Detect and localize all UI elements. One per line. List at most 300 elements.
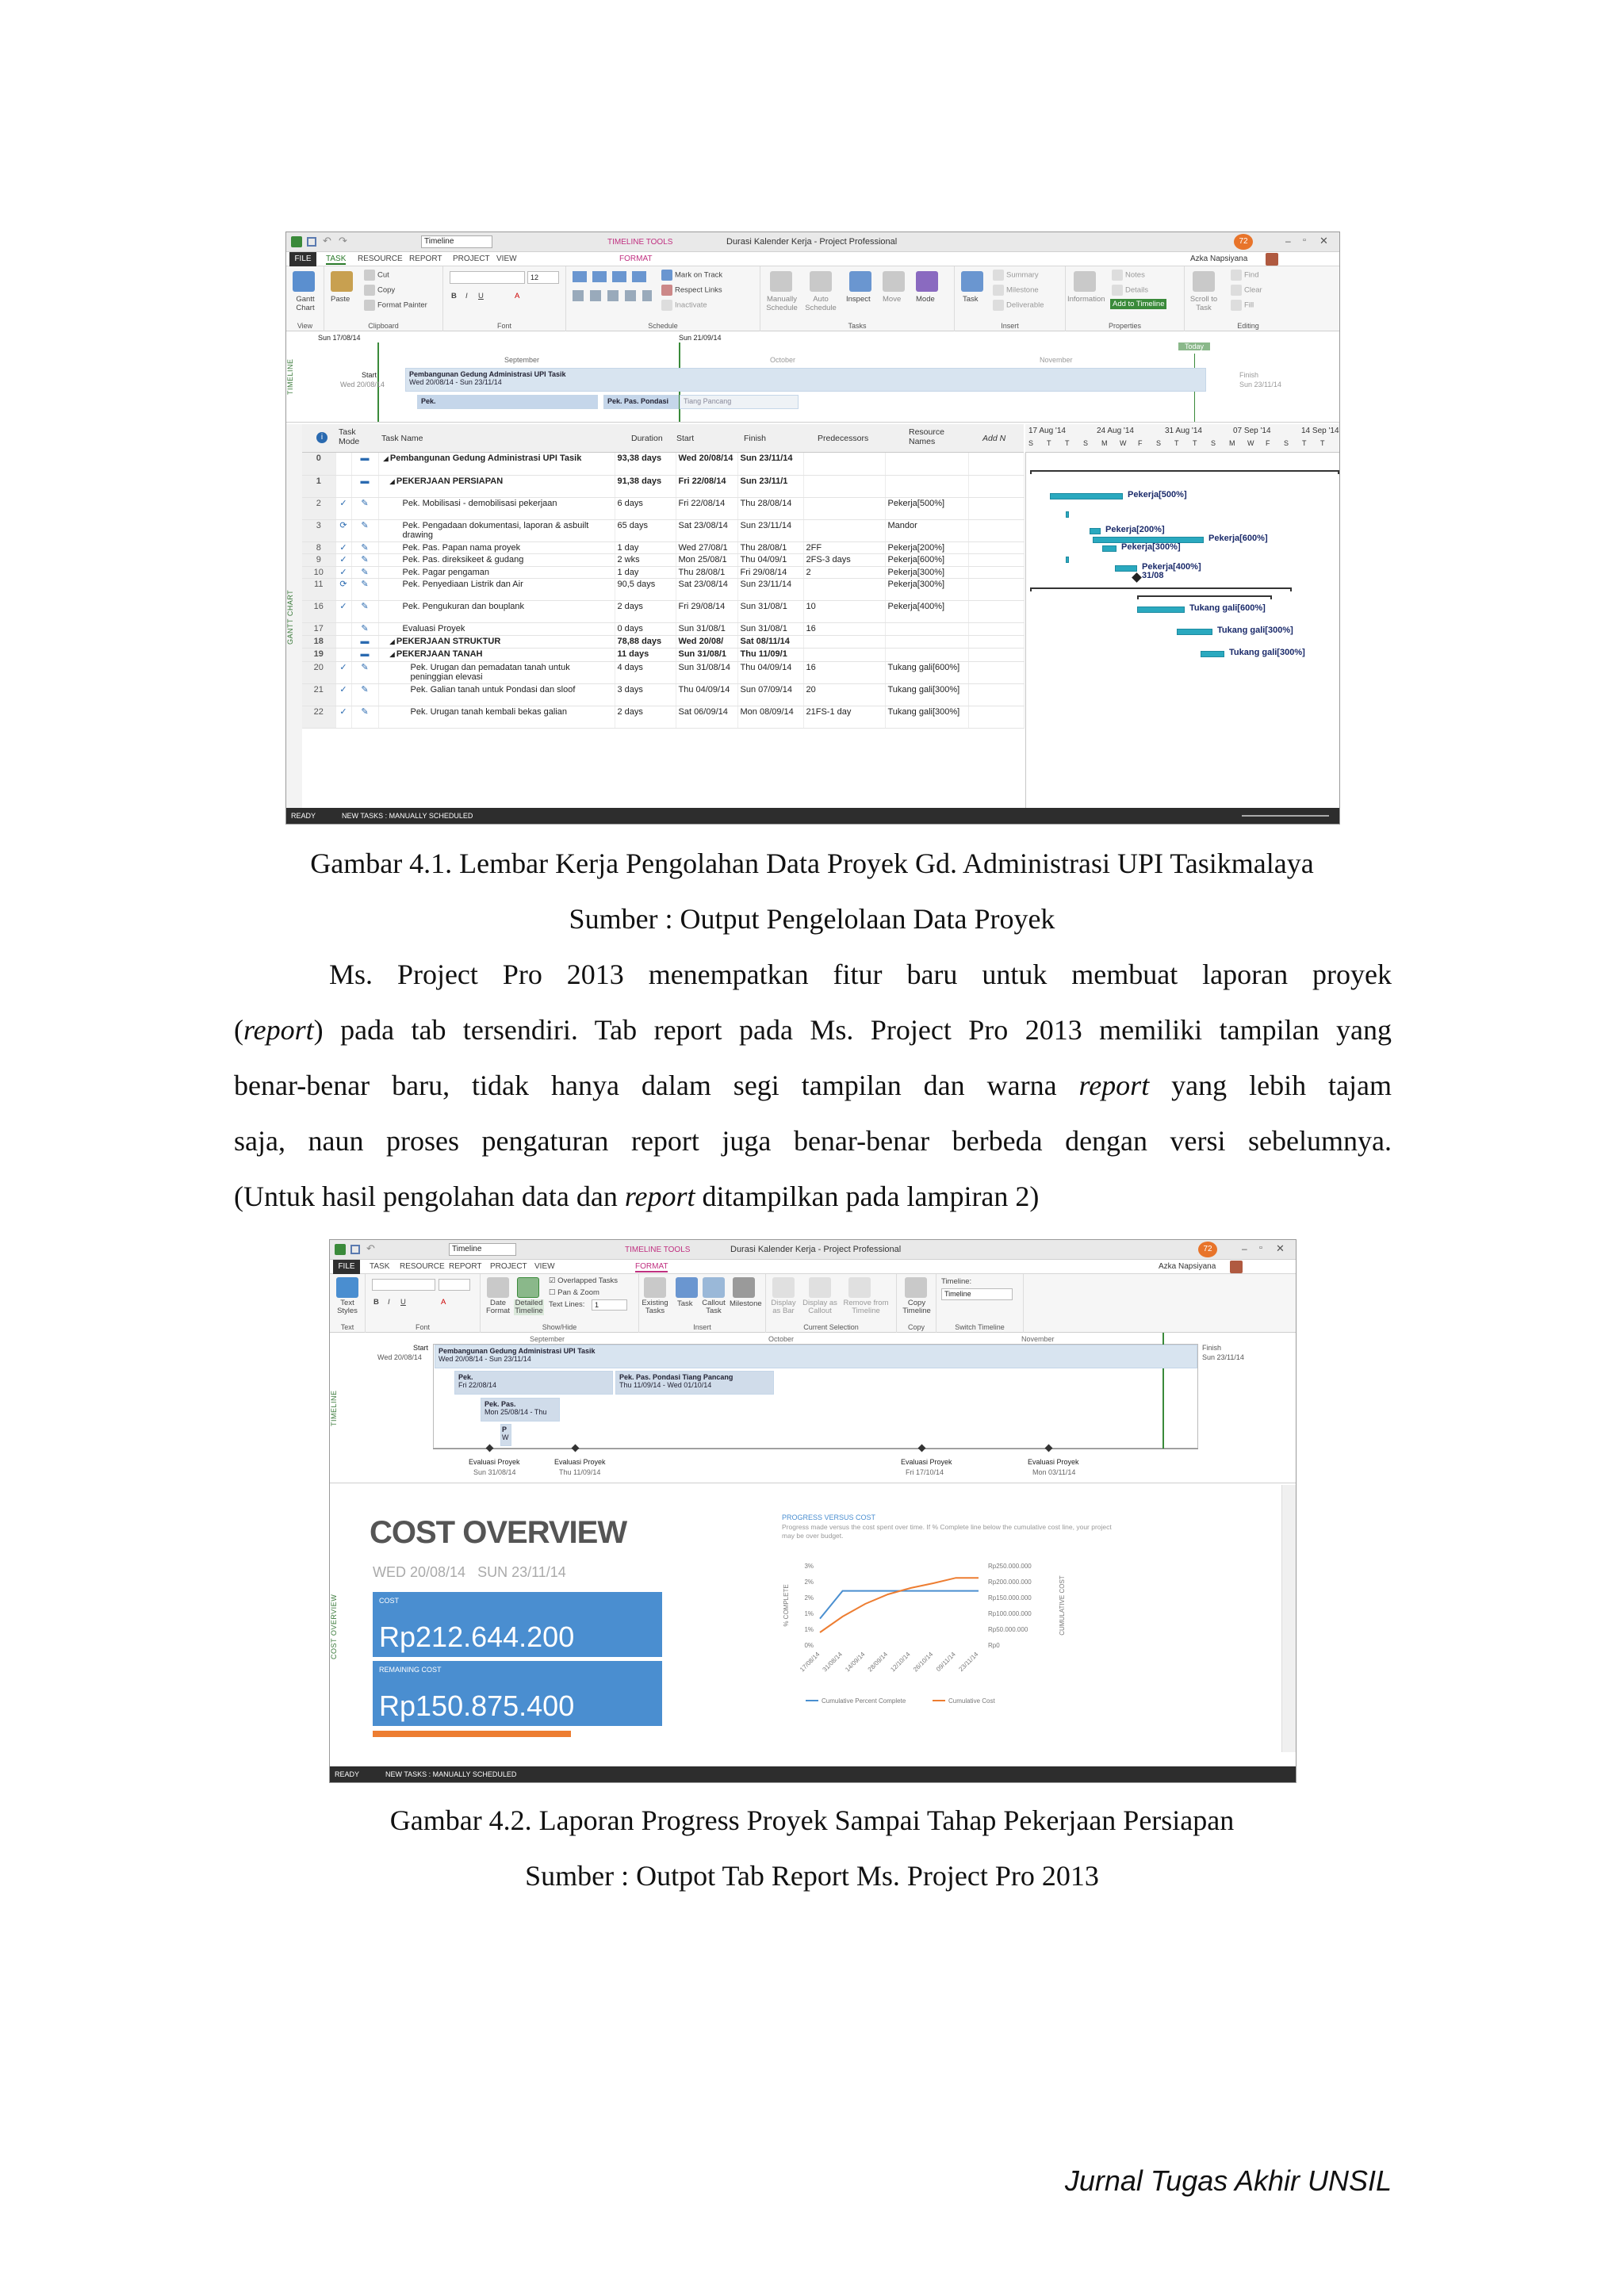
existing-tasks-button[interactable]: Existing Tasks	[642, 1299, 668, 1315]
start-cell[interactable]: Sat 23/08/14	[676, 579, 737, 601]
x-tick-label: 26/10/14	[911, 1651, 935, 1674]
add-column-cell[interactable]	[968, 706, 1024, 728]
add-column-cell[interactable]	[968, 601, 1024, 623]
add-column-cell[interactable]	[968, 475, 1024, 497]
add-column-cell[interactable]	[968, 541, 1024, 554]
start-cell[interactable]: Fri 29/08/14	[676, 601, 737, 623]
predecessors-cell[interactable]	[803, 579, 885, 601]
resource-cell[interactable]	[885, 635, 968, 649]
restore-icon[interactable]: ▫	[1303, 235, 1306, 245]
task-mode-icon[interactable]: ✎	[351, 601, 378, 623]
timeline-task-bar[interactable]: Pek. Pas. Pondasi Tiang Pancang Thu 11/09/14 - Wed 01/10/14	[615, 1371, 774, 1395]
table-row[interactable]	[302, 579, 1024, 601]
milestone-button[interactable]: Milestone	[993, 285, 1039, 296]
task-mode-icon[interactable]: ✎	[351, 623, 378, 636]
task-mode-icon[interactable]: ▬	[351, 635, 378, 649]
gantt-bar[interactable]	[1115, 565, 1137, 572]
duration-cell[interactable]: 1 day	[615, 541, 676, 554]
table-row[interactable]	[302, 649, 1024, 662]
col-header-mode[interactable]: Task Mode	[339, 427, 360, 446]
resource-cell[interactable]: Pekerja[500%]	[885, 497, 968, 519]
gantt-bar[interactable]	[1137, 607, 1185, 613]
predecessors-cell[interactable]	[803, 497, 885, 519]
underline-button[interactable]: U	[478, 292, 484, 300]
tab-report[interactable]: REPORT	[449, 1262, 482, 1271]
inspect-button[interactable]: Inspect	[846, 295, 871, 304]
timeline-date-mid: Sun 21/09/14	[679, 334, 722, 342]
notification-badge[interactable]: 72	[1198, 1242, 1217, 1257]
copy-timeline-button[interactable]: Copy Timeline	[902, 1299, 931, 1315]
milestone-diamond[interactable]	[1132, 572, 1142, 583]
remove-from-timeline-button[interactable]: Remove from Timeline	[843, 1299, 889, 1315]
task-mode-icon[interactable]: ✎	[351, 683, 378, 706]
row-id[interactable]: 8	[302, 541, 335, 554]
task-name-cell[interactable]	[378, 649, 615, 662]
pvc-description: Progress made versus the cost spent over time. If % Complete line below the cumulative cost line, your project may be over budget.	[782, 1523, 1112, 1540]
col-header-predecessors[interactable]: Predecessors	[818, 434, 869, 443]
add-column-cell[interactable]	[968, 566, 1024, 579]
font-name-input[interactable]	[450, 271, 525, 284]
summary-bar[interactable]	[1137, 595, 1272, 599]
add-column-cell[interactable]	[968, 623, 1024, 636]
display-as-callout-button[interactable]: Display as Callout	[802, 1299, 837, 1315]
gantt-bar[interactable]	[1066, 511, 1069, 518]
task-name-cell[interactable]	[378, 579, 615, 601]
col-header-name[interactable]: Task Name	[381, 434, 423, 443]
predecessors-cell[interactable]: 2FS-3 days	[803, 554, 885, 567]
row-id[interactable]: 17	[302, 623, 335, 636]
row-id[interactable]: 16	[302, 601, 335, 623]
save-icon[interactable]	[350, 1245, 360, 1254]
summary-bar[interactable]	[1030, 587, 1292, 591]
resource-cell[interactable]	[885, 649, 968, 662]
duration-cell[interactable]: 6 days	[615, 497, 676, 519]
resource-cell[interactable]: Pekerja[400%]	[885, 601, 968, 623]
details-button[interactable]: Details	[1112, 285, 1148, 296]
cut-button[interactable]: Cut	[364, 270, 389, 281]
row-id[interactable]: 19	[302, 649, 335, 662]
info-icon: i	[316, 432, 327, 443]
tab-task[interactable]: TASK	[370, 1262, 390, 1271]
task-name: Pek. Pengadaan dokumentasi, laporan & asbuilt drawing	[402, 520, 589, 540]
predecessors-cell[interactable]	[803, 453, 885, 475]
notes-button[interactable]: Notes	[1112, 270, 1145, 281]
timeline-select[interactable]: Timeline	[449, 1243, 516, 1256]
fill-button[interactable]: Fill	[1231, 300, 1254, 311]
redo-icon[interactable]: ↷	[339, 235, 347, 247]
scroll-to-task-button[interactable]: Scroll to Task	[1189, 295, 1218, 312]
task-mode-icon[interactable]: ✎	[351, 519, 378, 541]
indent-buttons[interactable]	[573, 290, 652, 301]
finish-cell[interactable]: Fri 29/08/14	[737, 566, 803, 579]
finish-cell[interactable]: Sun 23/11/14	[737, 519, 803, 541]
col-header-add[interactable]: Add N	[982, 434, 1006, 443]
collapse-icon[interactable]: ◢	[389, 477, 396, 485]
task-name-cell[interactable]	[378, 541, 615, 554]
font-size-input[interactable]	[439, 1279, 470, 1291]
tab-file[interactable]: FILE	[333, 1260, 360, 1274]
remove-from-timeline-icon	[848, 1277, 871, 1298]
finish-cell[interactable]: Sun 31/08/1	[737, 601, 803, 623]
resource-cell[interactable]: Mandor	[885, 519, 968, 541]
mode-icon	[916, 271, 938, 292]
task-mode-icon[interactable]: ▬	[351, 649, 378, 662]
user-name[interactable]: Azka Napsiyana	[1190, 254, 1248, 263]
gantt-bar[interactable]	[1102, 545, 1116, 552]
gantt-bar[interactable]	[1090, 528, 1101, 534]
cost-overview-pane	[330, 1485, 1297, 1768]
percent-complete-buttons[interactable]	[573, 271, 652, 282]
timeline-tools-label: TIMELINE TOOLS	[607, 238, 673, 247]
add-column-cell[interactable]	[968, 635, 1024, 649]
tab-format[interactable]: FORMAT	[635, 1262, 668, 1271]
gantt-chart-button[interactable]: Gantt Chart	[296, 295, 315, 312]
manually-schedule-button[interactable]: Manually Schedule	[766, 295, 798, 312]
task-name-cell[interactable]	[378, 475, 615, 497]
table-row[interactable]	[302, 601, 1024, 623]
window-title: Durasi Kalender Kerja - Project Professional	[726, 237, 898, 247]
finish-cell[interactable]: Sun 31/08/1	[737, 623, 803, 636]
predecessors-cell[interactable]: 16	[803, 661, 885, 683]
tab-task[interactable]: TASK	[326, 254, 347, 263]
close-icon[interactable]: ✕	[1320, 235, 1328, 247]
predecessors-cell[interactable]: 2	[803, 566, 885, 579]
timeline-start-label: Start	[362, 371, 377, 379]
finish-cell[interactable]: Thu 28/08/14	[737, 497, 803, 519]
task-button[interactable]: Task	[963, 295, 979, 304]
task-name-cell[interactable]	[378, 453, 615, 475]
predecessors-cell[interactable]: 16	[803, 623, 885, 636]
task-mode-icon[interactable]: ✎	[351, 706, 378, 728]
add-column-cell[interactable]	[968, 579, 1024, 601]
copy-button[interactable]: Copy	[364, 285, 395, 296]
timeline-task-bar[interactable]: Pek. Pas. Mon 25/08/14 - Thu	[481, 1398, 560, 1422]
timeline-select[interactable]: Timeline	[421, 235, 492, 248]
col-header-finish[interactable]: Finish	[744, 434, 767, 443]
title-bar	[286, 232, 1339, 252]
timeline-task-bar[interactable]: Tiang Pancang	[680, 395, 799, 409]
row-id[interactable]: 18	[302, 635, 335, 649]
resource-cell[interactable]	[885, 475, 968, 497]
timeline-task-bar[interactable]: Pek. Fri 22/08/14	[454, 1371, 613, 1395]
tab-format[interactable]: FORMAT	[619, 254, 653, 263]
font-name-input[interactable]	[372, 1279, 435, 1291]
col-header-start[interactable]: Start	[676, 434, 695, 443]
add-column-cell[interactable]	[968, 554, 1024, 567]
find-button[interactable]: Find	[1231, 270, 1258, 281]
resource-cell[interactable]	[885, 453, 968, 475]
duration-cell[interactable]: 11 days	[615, 649, 676, 662]
add-column-cell[interactable]	[968, 661, 1024, 683]
task-name-cell[interactable]	[378, 519, 615, 541]
display-as-bar-button[interactable]: Display as Bar	[771, 1299, 796, 1315]
duration-cell[interactable]: 2 days	[615, 706, 676, 728]
predecessors-cell[interactable]	[803, 649, 885, 662]
resource-cell[interactable]: Tukang gali[600%]	[885, 661, 968, 683]
paste-button[interactable]: Paste	[331, 295, 350, 304]
duration-cell[interactable]: 2 days	[615, 601, 676, 623]
duration-cell[interactable]: 93,38 days	[615, 453, 676, 475]
duration-cell[interactable]: 4 days	[615, 661, 676, 683]
start-cell[interactable]: Sun 31/08/1	[676, 623, 737, 636]
duration-cell[interactable]: 0 days	[615, 623, 676, 636]
finish-cell[interactable]: Sun 23/11/14	[737, 453, 803, 475]
italic-button[interactable]: I	[388, 1298, 390, 1307]
table-row[interactable]	[302, 635, 1024, 649]
table-row[interactable]	[302, 497, 1024, 519]
tab-file[interactable]: FILE	[289, 252, 316, 266]
task-mode-icon[interactable]: ✎	[351, 541, 378, 554]
tab-view[interactable]: VIEW	[496, 254, 517, 263]
start-cell[interactable]: Sat 06/09/14	[676, 706, 737, 728]
predecessors-cell[interactable]	[803, 475, 885, 497]
task-name-cell[interactable]	[378, 661, 615, 683]
row-id[interactable]: 2	[302, 497, 335, 519]
task-mode-icon[interactable]: ✎	[351, 579, 378, 601]
milestone-button[interactable]: Milestone	[730, 1299, 762, 1308]
resource-cell[interactable]: Tukang gali[300%]	[885, 706, 968, 728]
row-id[interactable]: 3	[302, 519, 335, 541]
mark-on-track-button[interactable]: Mark on Track	[661, 270, 722, 281]
task-mode-icon[interactable]: ✎	[351, 661, 378, 683]
table-row[interactable]	[302, 683, 1024, 706]
copy-timeline-icon	[905, 1277, 927, 1298]
col-header-duration[interactable]: Duration	[631, 434, 663, 443]
minimize-icon[interactable]: –	[1285, 235, 1291, 247]
tab-resource[interactable]: RESOURCE	[400, 1262, 445, 1271]
date-format-button[interactable]: Date Format	[485, 1299, 511, 1315]
predecessors-cell[interactable]	[803, 635, 885, 649]
finish-cell[interactable]: Sun 07/09/14	[737, 683, 803, 706]
auto-schedule-button[interactable]: Auto Schedule	[805, 295, 837, 312]
collapse-icon[interactable]: ◢	[389, 637, 396, 645]
timeline-pane[interactable]	[286, 331, 1339, 423]
table-row[interactable]	[302, 566, 1024, 579]
duration-cell[interactable]: 78,88 days	[615, 635, 676, 649]
predecessors-cell[interactable]	[803, 519, 885, 541]
task-name: Pek. Pagar pengaman	[402, 567, 489, 577]
predecessors-cell[interactable]: 2FF	[803, 541, 885, 554]
task-mode-icon[interactable]: ✎	[351, 497, 378, 519]
grid-header	[302, 424, 1024, 453]
duration-cell[interactable]: 90,5 days	[615, 579, 676, 601]
tab-report[interactable]: REPORT	[409, 254, 442, 263]
save-icon[interactable]	[307, 237, 316, 247]
minimize-icon[interactable]: –	[1242, 1243, 1247, 1254]
table-row[interactable]	[302, 623, 1024, 636]
start-cell[interactable]: Wed 20/08/14	[676, 453, 737, 475]
table-row[interactable]	[302, 519, 1024, 541]
task-name-cell[interactable]	[378, 497, 615, 519]
timeline-task-bar[interactable]: Pek.	[417, 395, 598, 409]
finish-cell[interactable]: Mon 08/09/14	[737, 706, 803, 728]
avatar[interactable]	[1230, 1261, 1243, 1273]
mode-button[interactable]: Mode	[916, 295, 935, 304]
start-cell[interactable]: Wed 20/08/	[676, 635, 737, 649]
row-id[interactable]: 22	[302, 706, 335, 728]
row-id[interactable]: 9	[302, 554, 335, 567]
start-cell[interactable]: Fri 22/08/14	[676, 475, 737, 497]
table-row[interactable]	[302, 475, 1024, 497]
duration-cell[interactable]: 91,38 days	[615, 475, 676, 497]
collapse-icon[interactable]: ◢	[383, 455, 390, 462]
task-mode-icon[interactable]: ▬	[351, 475, 378, 497]
legend-label: Cumulative Cost	[948, 1697, 995, 1705]
tab-project[interactable]: PROJECT	[490, 1262, 527, 1271]
row-id[interactable]: 10	[302, 566, 335, 579]
start-cell[interactable]: Thu 28/08/1	[676, 566, 737, 579]
text-styles-button[interactable]: Text Styles	[337, 1299, 358, 1315]
table-row[interactable]	[302, 554, 1024, 567]
resource-cell[interactable]: Pekerja[300%]	[885, 579, 968, 601]
user-name[interactable]: Azka Napsiyana	[1159, 1262, 1216, 1271]
font-color-button[interactable]: A	[441, 1298, 446, 1307]
format-painter-button[interactable]: Format Painter	[364, 300, 427, 311]
task-name-cell[interactable]	[378, 601, 615, 623]
start-cell[interactable]: Sun 31/08/1	[676, 649, 737, 662]
timeline-switch-select[interactable]: Timeline	[941, 1288, 1013, 1300]
table-row[interactable]	[302, 541, 1024, 554]
notification-badge[interactable]: 72	[1234, 234, 1253, 250]
predecessors-cell[interactable]: 20	[803, 683, 885, 706]
row-indicator: ⟳	[335, 519, 351, 541]
finish-cell[interactable]: Sat 08/11/14	[737, 635, 803, 649]
tab-resource[interactable]: RESOURCE	[358, 254, 403, 263]
duration-cell[interactable]: 3 days	[615, 683, 676, 706]
font-color-button[interactable]: A	[515, 292, 520, 300]
row-id[interactable]: 11	[302, 579, 335, 601]
information-button[interactable]: Information	[1067, 295, 1105, 304]
task-mode-icon[interactable]: ✎	[351, 554, 378, 567]
report-scrollbar[interactable]	[1281, 1485, 1297, 1752]
finish-cell[interactable]: Thu 11/09/1	[737, 649, 803, 662]
move-button[interactable]: Move	[883, 295, 902, 304]
timeline-project-bar[interactable]	[435, 1345, 1197, 1368]
add-column-cell[interactable]	[968, 519, 1024, 541]
gantt-bar[interactable]	[1177, 629, 1212, 635]
zoom-slider[interactable]	[1242, 815, 1329, 817]
tab-view[interactable]: VIEW	[534, 1262, 555, 1271]
add-column-cell[interactable]	[968, 453, 1024, 475]
table-row[interactable]	[302, 453, 1024, 475]
callout-task-button[interactable]: Callout Task	[702, 1299, 726, 1315]
timeline-month: September	[530, 1335, 565, 1343]
task-button[interactable]: Task	[677, 1299, 693, 1308]
milestone-date: Thu 11/09/14	[559, 1468, 601, 1476]
tab-project[interactable]: PROJECT	[453, 254, 490, 263]
table-row[interactable]	[302, 661, 1024, 683]
task-name-cell[interactable]	[378, 554, 615, 567]
gantt-bar[interactable]	[1050, 493, 1123, 499]
row-id[interactable]: 21	[302, 683, 335, 706]
resource-cell[interactable]: Pekerja[600%]	[885, 554, 968, 567]
detailed-timeline-button[interactable]: Detailed Timeline	[515, 1299, 543, 1315]
finish-cell[interactable]: Sun 23/11/1	[737, 475, 803, 497]
respect-links-button[interactable]: Respect Links	[661, 285, 722, 296]
task-name-cell[interactable]	[378, 683, 615, 706]
add-column-cell[interactable]	[968, 649, 1024, 662]
resource-cell[interactable]: Pekerja[200%]	[885, 541, 968, 554]
italic-button[interactable]: I	[465, 292, 468, 300]
task-mode-icon[interactable]: ✎	[351, 566, 378, 579]
timeline-project-bar[interactable]	[405, 368, 1206, 392]
duration-cell[interactable]: 1 day	[615, 566, 676, 579]
deliverable-button[interactable]: Deliverable	[993, 300, 1044, 311]
overlapped-tasks-checkbox[interactable]: ☑ Overlapped Tasks	[549, 1276, 619, 1285]
resource-cell[interactable]: Pekerja[300%]	[885, 566, 968, 579]
gantt-bar[interactable]	[1066, 557, 1069, 563]
finish-cell[interactable]: Thu 04/09/1	[737, 554, 803, 567]
underline-button[interactable]: U	[400, 1298, 406, 1307]
add-to-timeline-button[interactable]: Add to Timeline	[1110, 299, 1166, 309]
summary-bar[interactable]	[1030, 470, 1339, 474]
status-new-tasks[interactable]: NEW TASKS : MANUALLY SCHEDULED	[385, 1770, 517, 1778]
add-column-cell[interactable]	[968, 683, 1024, 706]
finish-cell[interactable]: Thu 28/08/1	[737, 541, 803, 554]
start-cell[interactable]: Wed 27/08/1	[676, 541, 737, 554]
text-lines-input[interactable]: 1	[592, 1299, 627, 1311]
duration-cell[interactable]: 2 wks	[615, 554, 676, 567]
day-label: T	[1174, 439, 1179, 447]
duration-cell[interactable]: 65 days	[615, 519, 676, 541]
start-cell[interactable]: Thu 04/09/14	[676, 683, 737, 706]
finish-cell[interactable]: Thu 04/09/14	[737, 661, 803, 683]
timeline-task-bar[interactable]: Pek. Pas. Pondasi	[603, 395, 679, 409]
row-id[interactable]: 1	[302, 475, 335, 497]
clear-button[interactable]: Clear	[1231, 285, 1262, 296]
table-row[interactable]	[302, 706, 1024, 728]
bold-button[interactable]: B	[373, 1298, 379, 1307]
task-name-cell[interactable]	[378, 566, 615, 579]
start-cell[interactable]: Sun 31/08/14	[676, 661, 737, 683]
gantt-bar[interactable]	[1201, 651, 1224, 657]
undo-icon[interactable]: ↶	[366, 1242, 375, 1254]
resource-cell[interactable]	[885, 623, 968, 636]
close-icon[interactable]: ✕	[1276, 1242, 1285, 1254]
avatar[interactable]	[1266, 253, 1278, 266]
task-name-cell[interactable]	[378, 706, 615, 728]
col-header-resources[interactable]: Resource Names	[909, 427, 944, 446]
inactivate-button[interactable]: Inactivate	[661, 300, 707, 311]
predecessors-cell[interactable]: 10	[803, 601, 885, 623]
bold-button[interactable]: B	[451, 292, 457, 300]
timeline-pane[interactable]	[330, 1333, 1296, 1483]
gantt-chart-area[interactable]	[1025, 453, 1340, 809]
task-mode-icon[interactable]: ▬	[351, 453, 378, 475]
collapse-icon[interactable]: ◢	[389, 651, 396, 658]
task-grid[interactable]	[302, 453, 1025, 729]
add-column-cell[interactable]	[968, 497, 1024, 519]
undo-icon[interactable]: ↶	[323, 235, 331, 247]
row-id[interactable]: 0	[302, 453, 335, 475]
task-name-cell[interactable]	[378, 635, 615, 649]
status-new-tasks[interactable]: NEW TASKS : MANUALLY SCHEDULED	[342, 812, 473, 820]
resource-cell[interactable]: Tukang gali[300%]	[885, 683, 968, 706]
start-cell[interactable]: Fri 22/08/14	[676, 497, 737, 519]
calendar-icon	[487, 1277, 509, 1298]
row-id[interactable]: 20	[302, 661, 335, 683]
finish-cell[interactable]: Sun 23/11/14	[737, 579, 803, 601]
timeline-task-bar[interactable]: P W	[500, 1424, 511, 1446]
restore-icon[interactable]: ▫	[1259, 1243, 1262, 1253]
pan-zoom-checkbox[interactable]: ☐ Pan & Zoom	[549, 1288, 599, 1297]
start-cell[interactable]: Sat 23/08/14	[676, 519, 737, 541]
predecessors-cell[interactable]: 21FS-1 day	[803, 706, 885, 728]
font-size-input[interactable]: 12	[527, 271, 559, 284]
summary-button[interactable]: Summary	[993, 270, 1039, 281]
task-name-cell[interactable]	[378, 623, 615, 636]
start-cell[interactable]: Mon 25/08/1	[676, 554, 737, 567]
